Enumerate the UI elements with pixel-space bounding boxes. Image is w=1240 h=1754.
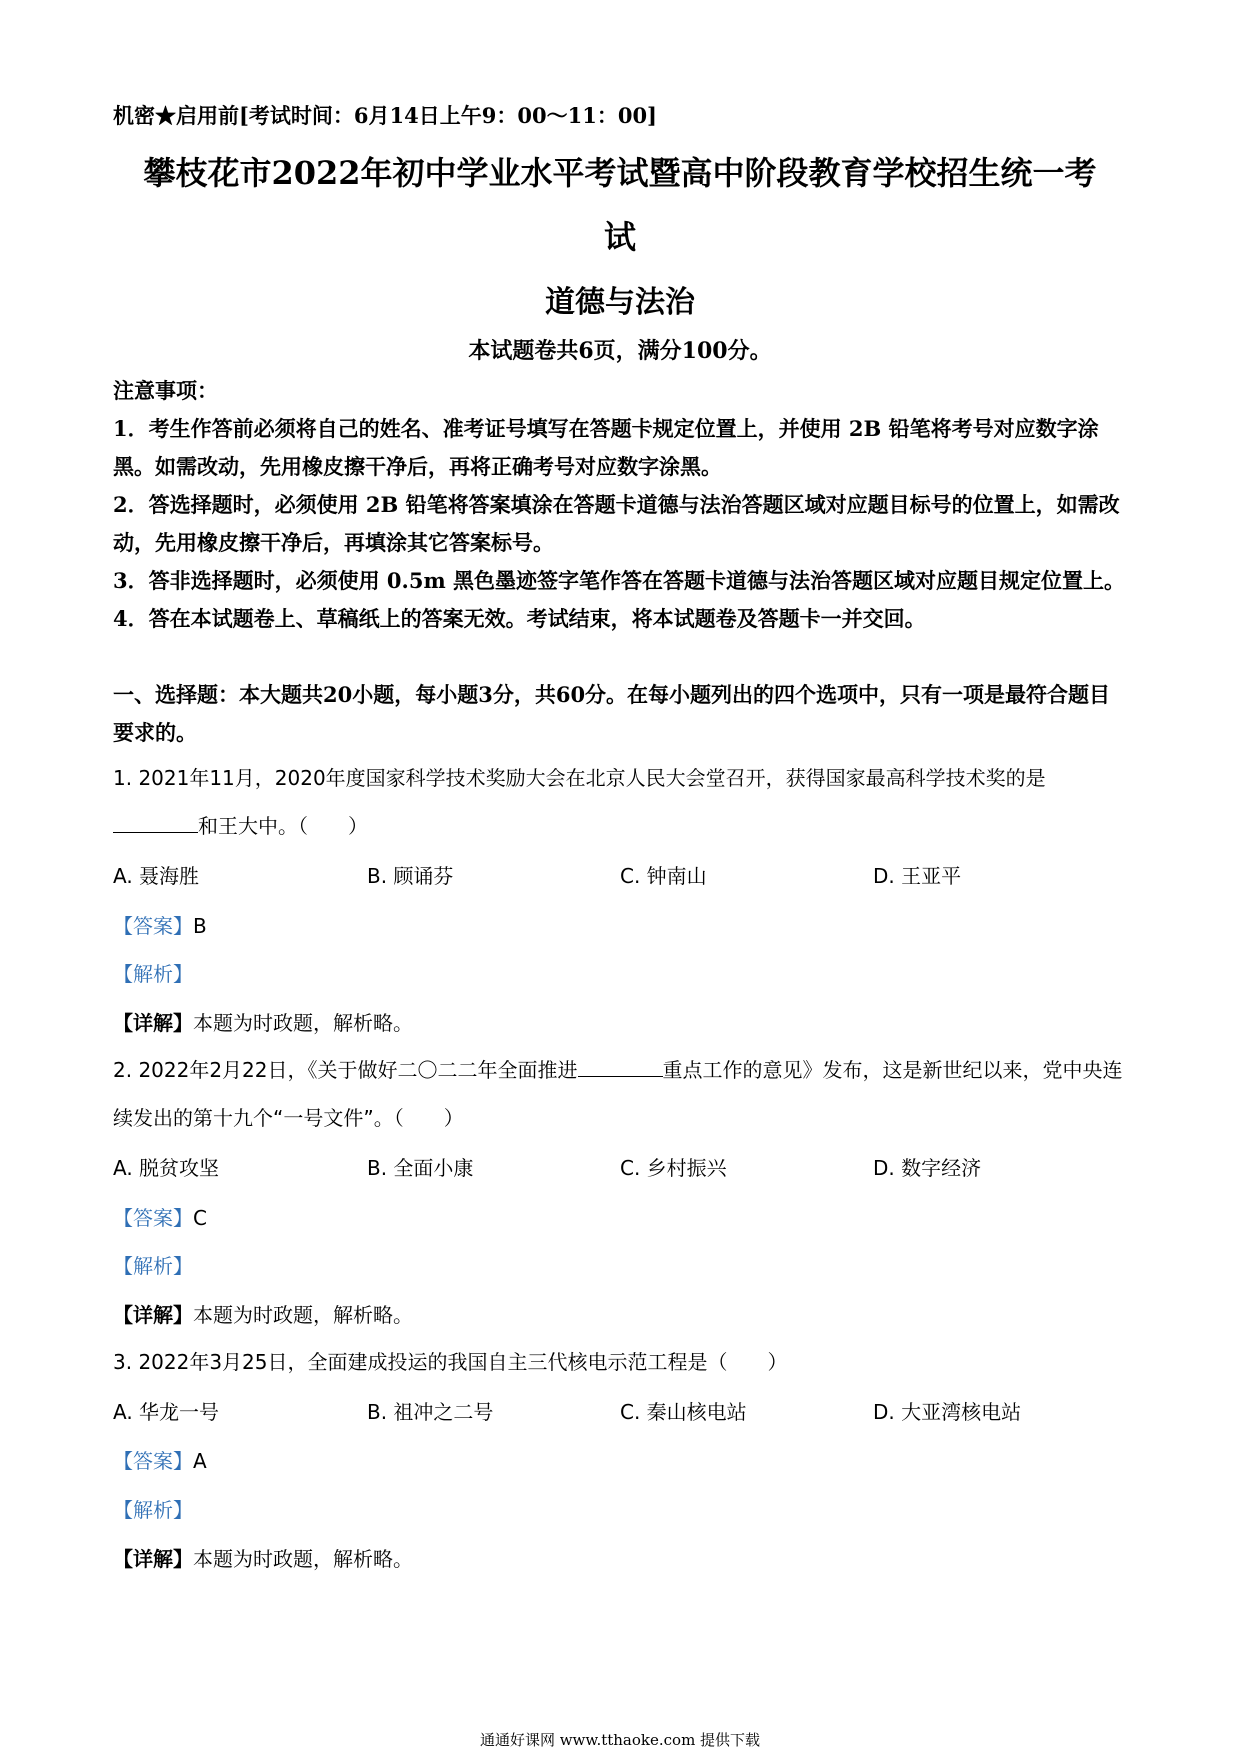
page-info: 本试题卷共6页，满分100分。 [468,338,772,364]
option-a: A. 华龙一号 [113,1400,220,1424]
footer-source: 通通好课网 www.tthaoke.com 提供下载 [479,1731,761,1749]
analysis-label: 【解析】 [113,962,193,986]
note-item: 4．答在本试题卷上、草稿纸上的答案无效。考试结束，将本试题卷及答题卡一并交回。 [113,606,926,631]
subject-title: 道德与法治 [545,285,695,320]
options-row [113,1152,1128,1182]
option-a: A. 脱贫攻坚 [113,1156,220,1180]
option-a: A. 聂海胜 [113,864,200,888]
question-stem [113,1338,1128,1386]
detail-line [113,1299,413,1328]
analysis-label: 【解析】 [113,1254,193,1278]
option-d: D. 数字经济 [873,1156,982,1180]
detail-label: 【详解】 [113,1011,193,1035]
analysis-line [113,1494,193,1523]
detail-text: 本题为时政题，解析略。 [193,1303,413,1327]
question-stem [113,1046,1128,1142]
exam-title-line1: 攀枝花市2022年初中学业水平考试暨高中阶段教育学校招生统一考 [143,154,1097,192]
fill-blank [113,810,198,833]
question-text-cont: 重点工作的意见》发布，这是新世纪以来，党中央连续发出的第十九个“一号文件”。（ ） [113,1058,1123,1130]
detail-text: 本题为时政题，解析略。 [193,1547,413,1571]
note-item: 2．答选择题时，必须使用 2B 铅笔将答案填涂在答题卡道德与法治答题区域对应题目标号的位置上，如需改动，先用橡皮擦干净后，再填涂其它答案标号。 [113,492,1120,555]
answer-value: B [193,914,207,938]
answer-value: A [193,1449,207,1473]
answer-line [113,910,207,939]
fill-blank [578,1054,663,1077]
detail-label: 【详解】 [113,1547,193,1571]
option-b: B. 祖冲之二号 [367,1400,494,1424]
answer-line [113,1445,207,1474]
option-b: B. 全面小康 [367,1156,474,1180]
answer-label: 【答案】 [113,1449,193,1473]
detail-text: 本题为时政题，解析略。 [193,1011,413,1035]
option-c: C. 钟南山 [620,864,707,888]
answer-label: 【答案】 [113,914,193,938]
note-item: 1．考生作答前必须将自己的姓名、准考证号填写在答题卡规定位置上，并使用 2B 铅笔将考号对应数字涂黑。如需改动，先用橡皮擦干净后，再将正确考号对应数字涂黑。 [113,416,1099,479]
option-c: C. 秦山核电站 [620,1400,747,1424]
question-text: 2. 2022年2月22日，《关于做好二〇二二年全面推进 [113,1058,578,1082]
detail-label: 【详解】 [113,1303,193,1327]
detail-line [113,1007,413,1036]
analysis-line [113,958,193,987]
analysis-line [113,1250,193,1279]
option-c: C. 乡村振兴 [620,1156,727,1180]
option-d: D. 王亚平 [873,864,962,888]
section-heading: 一、选择题：本大题共20小题，每小题3分，共60分。在每小题列出的四个选项中，只有一项是最符合题目要求的。 [113,682,1111,745]
detail-line [113,1543,413,1572]
option-d: D. 大亚湾核电站 [873,1400,1022,1424]
exam-title-line2: 试 [603,218,636,256]
notes-block [113,372,1128,638]
options-row [113,1396,1128,1426]
notes-heading: 注意事项： [113,378,218,403]
question-text: 3. 2022年3月25日，全面建成投运的我国自主三代核电示范工程是（ ） [113,1350,788,1374]
answer-line [113,1202,207,1231]
answer-value: C [193,1206,207,1230]
question-text-cont: 和王大中。（ ） [198,814,368,838]
analysis-label: 【解析】 [113,1498,193,1522]
question-text: 1. 2021年11月，2020年度国家科学技术奖励大会在北京人民大会堂召开，获得国家最高科学技术奖的是 [113,766,1046,790]
answer-label: 【答案】 [113,1206,193,1230]
note-item: 3．答非选择题时，必须使用 0.5m 黑色墨迹签字笔作答在答题卡道德与法治答题区域对应题目规定位置上。 [113,568,1125,593]
question-stem [113,754,1128,850]
options-row [113,860,1128,890]
option-b: B. 顾诵芬 [367,864,454,888]
confidential-notice: 机密★启用前[考试时间：6月14日上午9：00～11：00] [113,103,657,128]
